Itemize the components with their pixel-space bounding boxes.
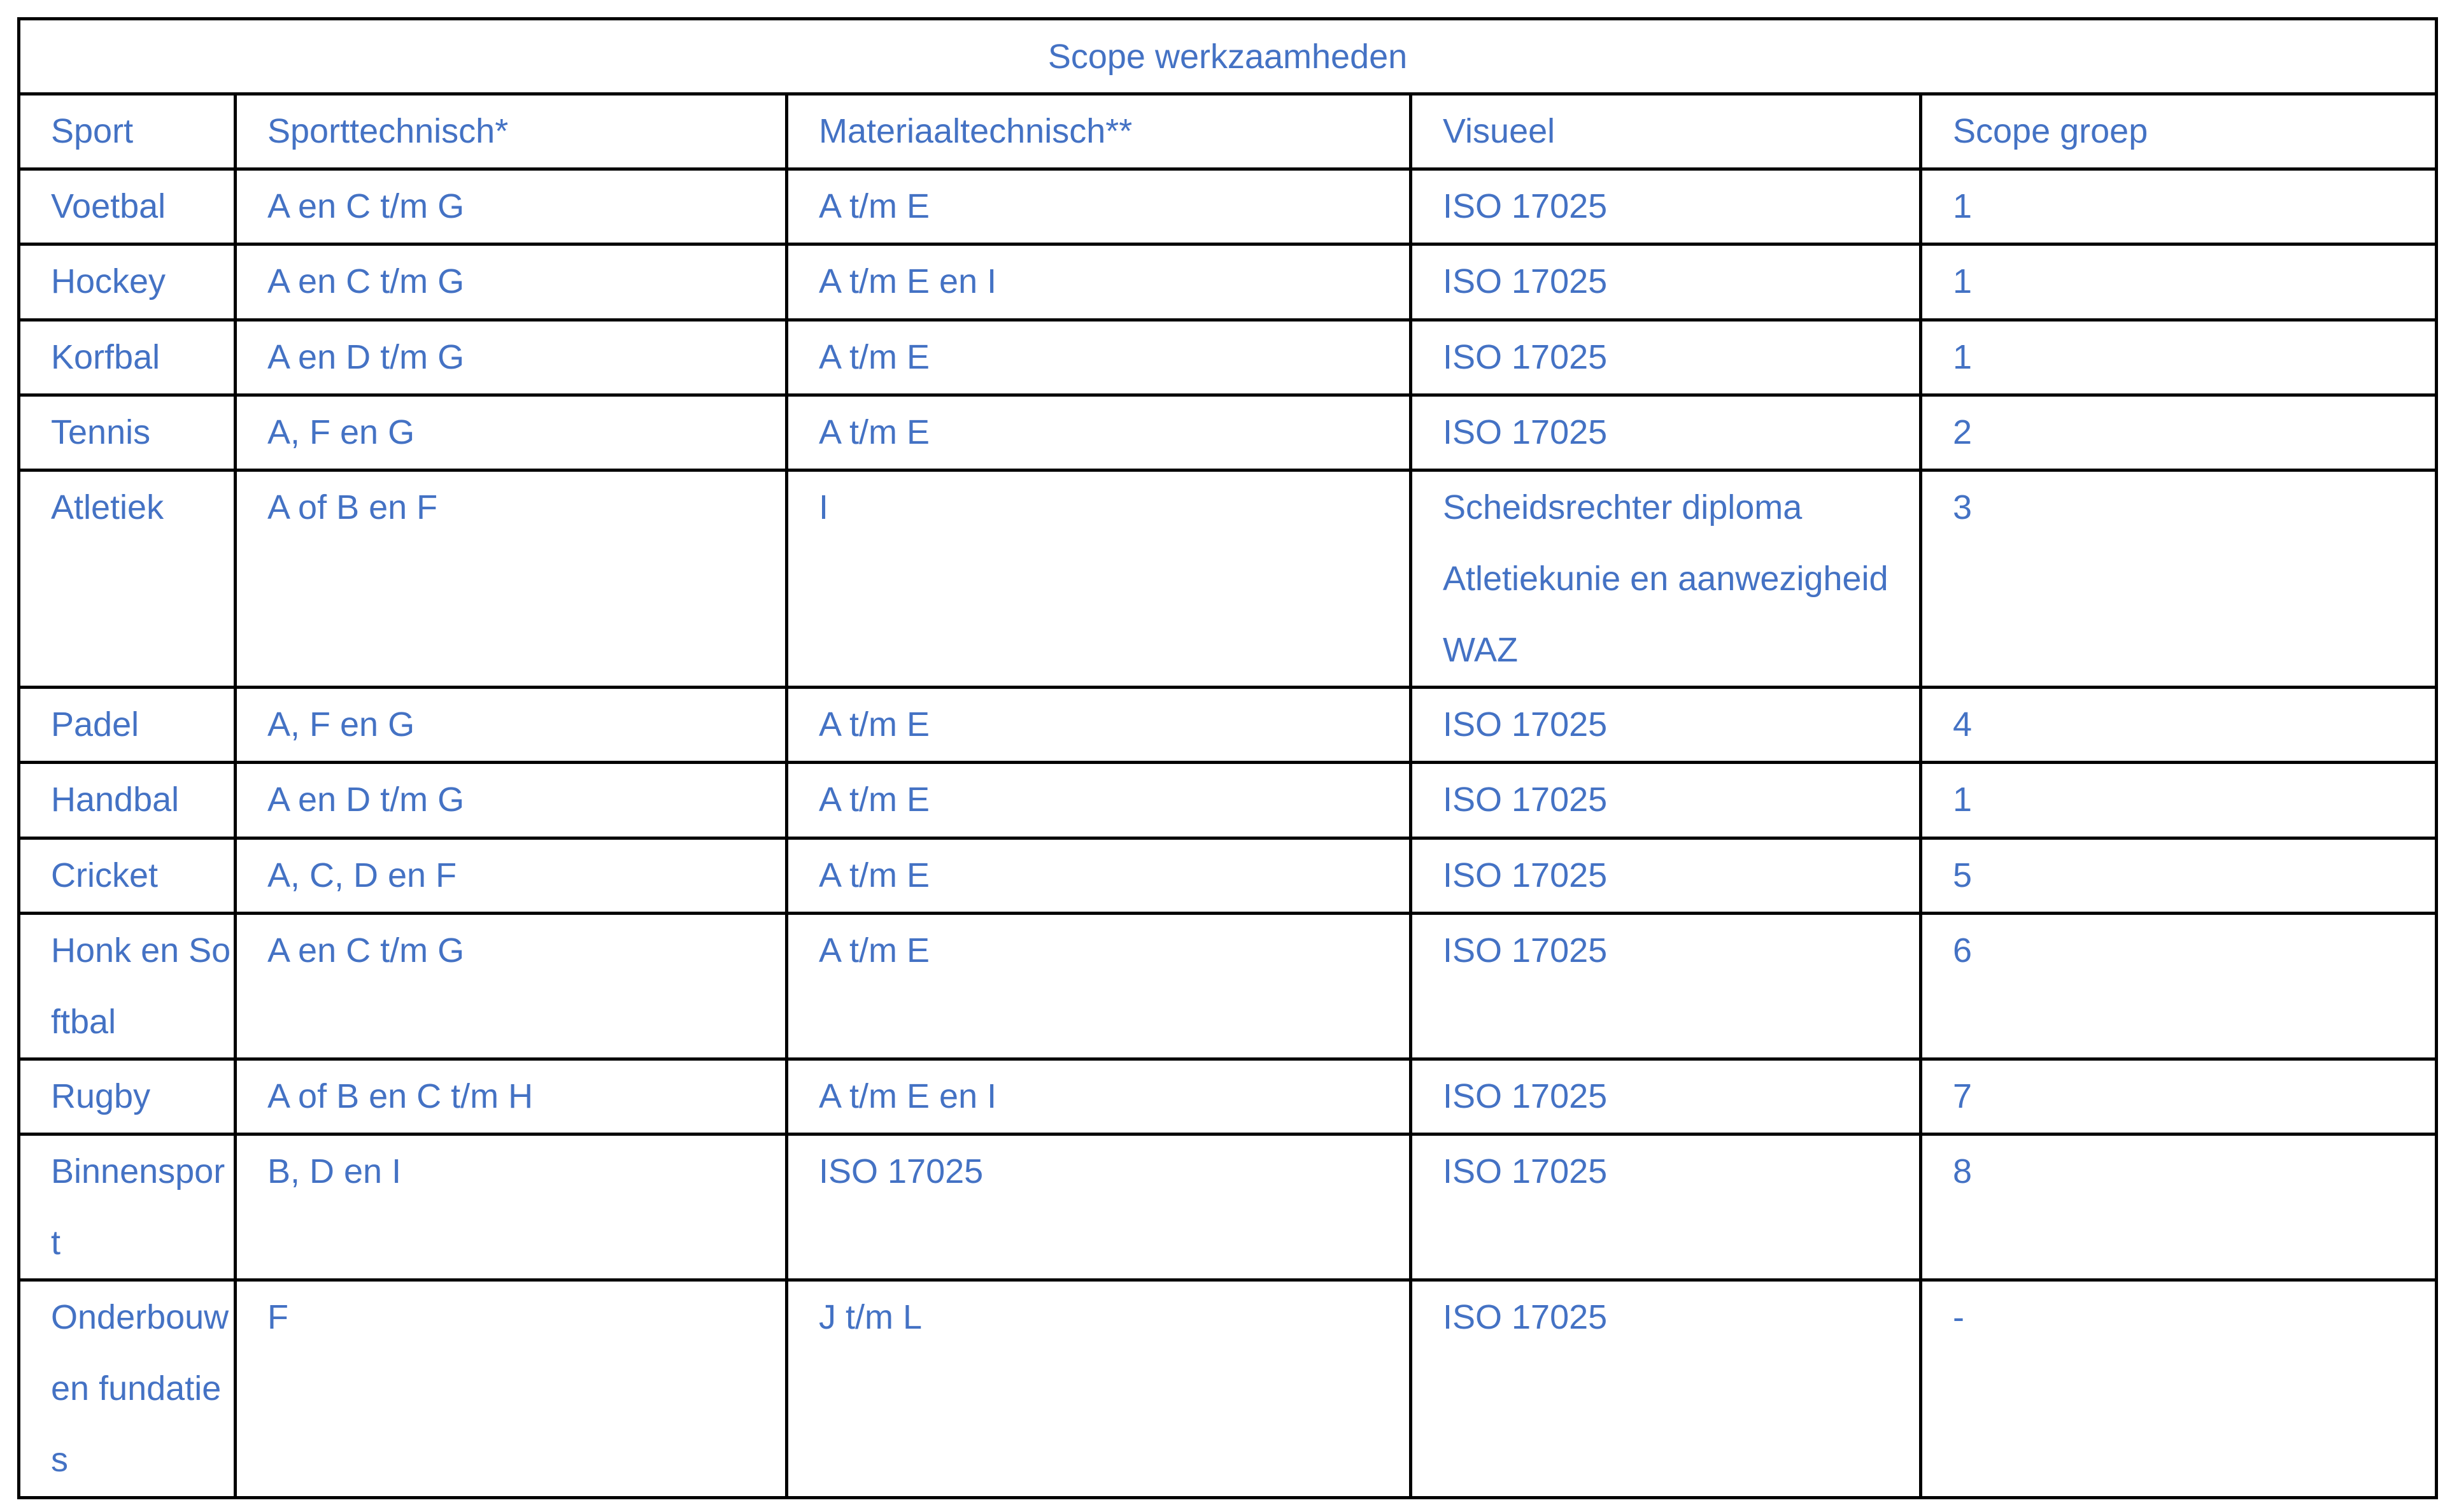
cell-sport: Voetbal (19, 169, 236, 244)
cell-materiaaltechnisch: J t/m L (787, 1280, 1411, 1498)
cell-sporttechnisch: A en D t/m G (236, 320, 787, 395)
cell-scope-groep: 6 (1921, 913, 2437, 1059)
header-sporttechnisch: Sporttechnisch* (236, 94, 787, 169)
header-materiaaltechnisch: Materiaaltechnisch** (787, 94, 1411, 169)
cell-materiaaltechnisch: ISO 17025 (787, 1134, 1411, 1280)
table-row (19, 763, 2437, 838)
table-row (19, 688, 2437, 763)
scope-table (17, 17, 2438, 1499)
cell-visueel: ISO 17025 (1411, 688, 1921, 763)
cell-materiaaltechnisch: A t/m E (787, 395, 1411, 470)
cell-sporttechnisch: A en C t/m G (236, 244, 787, 320)
cell-materiaaltechnisch: A t/m E (787, 763, 1411, 838)
cell-visueel: ISO 17025 (1411, 1059, 1921, 1134)
cell-materiaaltechnisch: A t/m E en I (787, 244, 1411, 320)
cell-materiaaltechnisch: A t/m E (787, 913, 1411, 1059)
cell-scope-groep: 8 (1921, 1134, 2437, 1280)
cell-visueel: ISO 17025 (1411, 1280, 1921, 1498)
cell-visueel: ISO 17025 (1411, 838, 1921, 913)
cell-materiaaltechnisch: A t/m E en I (787, 1059, 1411, 1134)
cell-sport: Atletiek (19, 470, 236, 687)
table-row (19, 320, 2437, 395)
cell-sporttechnisch: A, F en G (236, 688, 787, 763)
cell-sporttechnisch: A of B en F (236, 470, 787, 687)
cell-sporttechnisch: A of B en C t/m H (236, 1059, 787, 1134)
table-row (19, 838, 2437, 913)
table-row (19, 1059, 2437, 1134)
cell-scope-groep: 3 (1921, 470, 2437, 687)
cell-visueel: ISO 17025 (1411, 395, 1921, 470)
cell-visueel: ISO 17025 (1411, 320, 1921, 395)
header-sport: Sport (19, 94, 236, 169)
cell-sporttechnisch: A en C t/m G (236, 913, 787, 1059)
cell-sport: Onderbouw en fundaties (19, 1280, 236, 1498)
cell-sport: Handbal (19, 763, 236, 838)
cell-scope-groep: 7 (1921, 1059, 2437, 1134)
cell-sport: Cricket (19, 838, 236, 913)
cell-materiaaltechnisch: A t/m E (787, 688, 1411, 763)
cell-scope-groep: 2 (1921, 395, 2437, 470)
cell-scope-groep: 5 (1921, 838, 2437, 913)
cell-sporttechnisch: A en D t/m G (236, 763, 787, 838)
cell-sport: Padel (19, 688, 236, 763)
table-row (19, 913, 2437, 1059)
cell-sporttechnisch: B, D en I (236, 1134, 787, 1280)
cell-scope-groep: - (1921, 1280, 2437, 1498)
cell-sporttechnisch: A en C t/m G (236, 169, 787, 244)
cell-scope-groep: 4 (1921, 688, 2437, 763)
cell-sport: Honk en Softbal (19, 913, 236, 1059)
cell-visueel: ISO 17025 (1411, 913, 1921, 1059)
cell-visueel: ISO 17025 (1411, 763, 1921, 838)
table-row (19, 244, 2437, 320)
cell-scope-groep: 1 (1921, 244, 2437, 320)
table-row (19, 169, 2437, 244)
cell-materiaaltechnisch: A t/m E (787, 838, 1411, 913)
cell-sporttechnisch: A, C, D en F (236, 838, 787, 913)
table-header-row (19, 94, 2437, 169)
cell-scope-groep: 1 (1921, 320, 2437, 395)
cell-scope-groep: 1 (1921, 763, 2437, 838)
table-row (19, 470, 2437, 687)
cell-sporttechnisch: F (236, 1280, 787, 1498)
table-row (19, 395, 2437, 470)
header-visueel: Visueel (1411, 94, 1921, 169)
cell-sport: Hockey (19, 244, 236, 320)
table-row (19, 1280, 2437, 1498)
table-title: Scope werkzaamheden (19, 19, 2437, 94)
cell-materiaaltechnisch: A t/m E (787, 169, 1411, 244)
cell-sport: Korfbal (19, 320, 236, 395)
cell-visueel: ISO 17025 (1411, 244, 1921, 320)
cell-sport: Tennis (19, 395, 236, 470)
cell-materiaaltechnisch: I (787, 470, 1411, 687)
cell-sporttechnisch: A, F en G (236, 395, 787, 470)
cell-sport: Rugby (19, 1059, 236, 1134)
table-row (19, 1134, 2437, 1280)
cell-visueel: ISO 17025 (1411, 169, 1921, 244)
table-title-row (19, 19, 2437, 94)
header-scope-groep: Scope groep (1921, 94, 2437, 169)
cell-scope-groep: 1 (1921, 169, 2437, 244)
cell-visueel: ISO 17025 (1411, 1134, 1921, 1280)
cell-visueel: Scheidsrechter diploma Atletiekunie en aanwezigheid WAZ (1411, 470, 1921, 687)
cell-sport: Binnensport (19, 1134, 236, 1280)
cell-materiaaltechnisch: A t/m E (787, 320, 1411, 395)
